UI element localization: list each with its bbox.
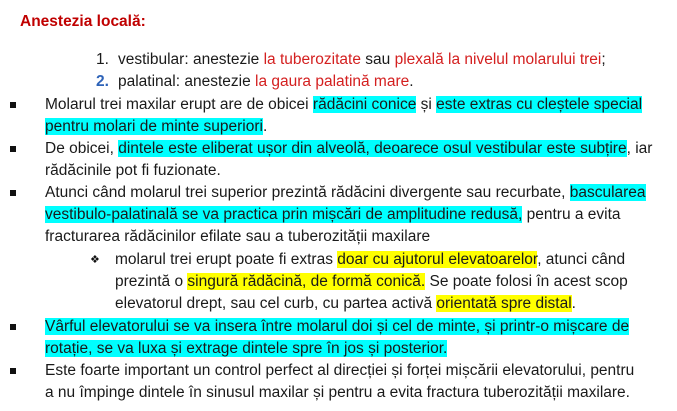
text: pentru a evita (522, 206, 621, 223)
highlight: este extras cu cleștele special (436, 96, 643, 113)
yellow-highlight: singură rădăcină, de formă conică. (187, 273, 426, 290)
bullet-icon (10, 190, 16, 196)
bullet-icon (10, 324, 16, 330)
bullet-1-line-1 (45, 95, 642, 115)
yellow-highlight: doar cu ajutorul elevatoarelor (337, 251, 538, 268)
numbered-item-2 (96, 72, 414, 92)
highlight: vestibulo-palatinală se va practica prin mișcări de amplitudine redusă, (45, 206, 523, 223)
highlight: a (636, 184, 646, 201)
text: și (416, 96, 437, 113)
bullet-icon (10, 368, 16, 374)
bullet-4-line-1 (45, 317, 629, 337)
bullet-5-line-1: Este foarte important un control perfect al direcției și forței mișcării elevatorului, pentru (45, 362, 635, 379)
highlight: rădăcini conice (312, 96, 417, 113)
text: vestibular: anestezie (118, 51, 264, 68)
bullet-4-line-2 (45, 339, 447, 359)
text: molarul trei erupt poate fi extras (115, 251, 338, 268)
bullet-5-line-2: a nu împinge dintele în sinusul maxilar și pentru a evita fractura tuberozității maxilare. (45, 384, 630, 401)
bullet-2-line-2: rădăcinile pot fi fuzionate. (45, 162, 221, 179)
text: palatinal: anestezie (118, 73, 256, 90)
text: , iar (626, 140, 653, 157)
bullet-2-line-1 (45, 139, 652, 159)
red-text: la gaura palatină mare (255, 73, 410, 90)
numbered-item-1 (96, 50, 606, 70)
highlight: rotație, se va luxa și extrage dintele spre în jos și posterior. (45, 340, 448, 357)
text: ; (601, 51, 606, 68)
bullet-3-line-2 (45, 205, 621, 225)
text: De obicei, (45, 140, 119, 157)
highlight: Vârful elevatorului se va insera între molarul doi și cel de minte, și printr-o mișcare de (45, 318, 630, 335)
yellow-highlight: orientată spre distal (436, 295, 572, 312)
diamond-bullet-icon: ❖ (90, 254, 100, 266)
bullet-3-line-3: fracturarea rădăcinilor efilate sau a tuberozității maxilare (45, 228, 431, 245)
text: elevatorul drept, sau cel curb, cu partea activă (115, 295, 437, 312)
highlight: basculare (569, 184, 637, 201)
highlight: dintele este eliberat ușor din alveolă, deoarece osul vestibular este subțire (118, 140, 627, 157)
text: prezintă o (115, 273, 188, 290)
section-heading: Anestezia locală: (20, 13, 146, 30)
text: sau (360, 51, 395, 68)
item-number: 2. (96, 73, 109, 90)
highlight: pentru molari de minte superiori (45, 118, 263, 135)
bullet-1-line-2 (45, 117, 267, 137)
sub-bullet-line-2 (115, 272, 628, 292)
text: , atunci când (537, 251, 626, 268)
bullet-icon (10, 146, 16, 152)
sub-bullet-line-1 (115, 250, 625, 270)
bullet-3-line-1 (45, 183, 646, 203)
red-text: la tuberozitate (263, 51, 361, 68)
text: Se poate folosi în acest scop (425, 273, 628, 290)
text: . (262, 118, 268, 135)
text: Molarul trei maxilar erupt are de obicei (45, 96, 313, 113)
red-text: plexală la nivelul molarului trei (394, 51, 602, 68)
text: Atunci când molarul trei superior prezintă rădăcini divergente sau recurbate, (45, 184, 570, 201)
text: . (571, 295, 576, 312)
text: . (409, 73, 414, 90)
item-number: 1. (96, 51, 109, 68)
sub-bullet-line-3 (115, 294, 576, 314)
bullet-icon (10, 102, 16, 108)
